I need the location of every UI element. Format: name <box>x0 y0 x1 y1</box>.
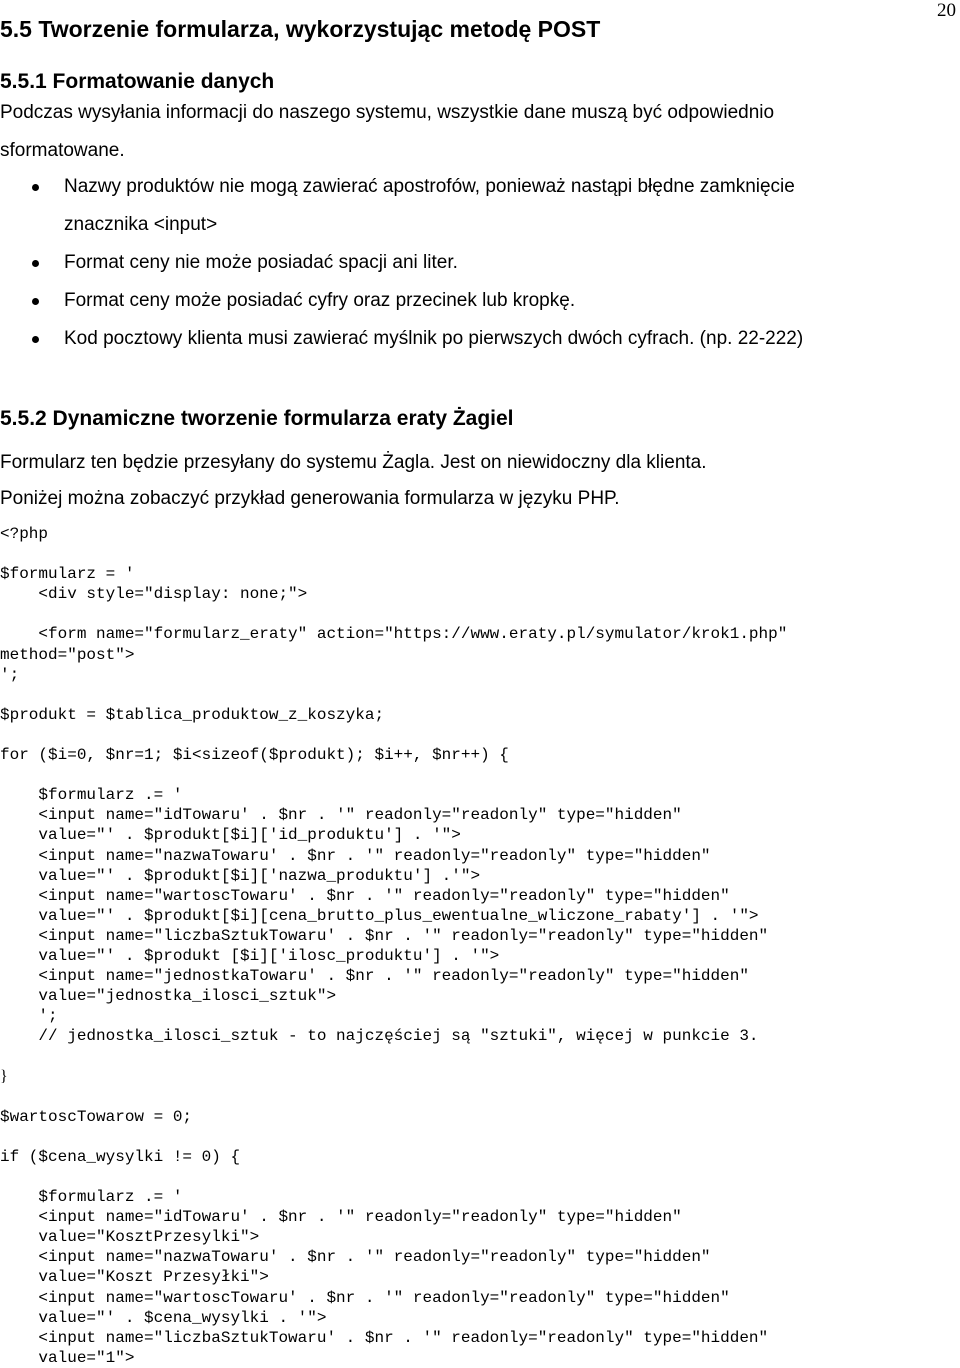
code-line <box>0 765 960 785</box>
formatting-rules-list <box>0 168 803 358</box>
intro-line-2: sformatowane. <box>0 140 125 161</box>
code-line: $formularz .= ' <box>0 786 183 805</box>
code-line <box>0 725 960 745</box>
list-item <box>0 282 803 320</box>
list-item <box>0 320 803 358</box>
code-line: value="KosztPrzesylki"> <box>0 1228 260 1247</box>
list-item-text: Format ceny może posiadać cyfry oraz przecinek lub kropkę. <box>64 290 576 311</box>
code-line: if ($cena_wysylki != 0) { <box>0 1147 241 1166</box>
code-line: '; <box>0 665 20 684</box>
code-line <box>0 1046 960 1066</box>
code-line: $formularz = ' <box>0 565 135 584</box>
code-line <box>0 685 960 705</box>
code-line: <input name="idTowaru' . $nr . '" readonly="readonly" type="hidden" <box>0 806 682 825</box>
code-line: value="' . $produkt[$i]['nazwa_produktu'] .'"> <box>0 866 481 885</box>
code-line: value="' . $produkt[$i][cena_brutto_plus_ewentualne_wliczone_rabaty'] . '"> <box>0 906 759 925</box>
page-number: 20 <box>937 0 956 21</box>
code-line: <input name="idTowaru' . $nr . '" readonly="readonly" type="hidden" <box>0 1208 682 1227</box>
bullet-icon <box>32 298 39 305</box>
php-code-block <box>0 524 960 1368</box>
bullet-icon <box>32 260 39 267</box>
code-line: value="' . $produkt[$i]['id_produktu'] . '"> <box>0 826 461 845</box>
code-line: value="Koszt Przesyłki"> <box>0 1268 269 1287</box>
code-line <box>0 544 960 564</box>
code-line: } <box>0 1067 8 1085</box>
code-line: for ($i=0, $nr=1; $i<sizeof($produkt); $i++, $nr++) { <box>0 746 509 765</box>
code-line: $formularz .= ' <box>0 1188 183 1207</box>
code-line: <input name="jednostkaTowaru' . $nr . '" readonly="readonly" type="hidden" <box>0 967 749 986</box>
code-line: <input name="nazwaTowaru' . $nr . '" readonly="readonly" type="hidden" <box>0 1248 711 1267</box>
code-line <box>0 1087 960 1107</box>
code-line: // jednostka_ilosci_sztuk - to najczęściej są "sztuki", więcej w punkcie 3. <box>0 1027 759 1046</box>
intro-line-1: Podczas wysyłania informacji do naszego systemu, wszystkie dane muszą być odpowiednio <box>0 102 775 123</box>
code-line: <input name="nazwaTowaru' . $nr . '" readonly="readonly" type="hidden" <box>0 846 711 865</box>
code-line <box>0 1167 960 1187</box>
body-line-2: Poniżej można zobaczyć przykład generowania formularza w języku PHP. <box>0 488 620 509</box>
code-line: value="' . $produkt [$i]['ilosc_produktu'] . '"> <box>0 946 500 965</box>
list-item <box>0 168 803 244</box>
code-line: value="' . $cena_wysylki . '"> <box>0 1308 327 1327</box>
code-line: $produkt = $tablica_produktow_z_koszyka; <box>0 705 385 724</box>
code-line <box>0 604 960 624</box>
code-line: value="1"> <box>0 1348 135 1367</box>
subsection-title-formatting: 5.5.1 Formatowanie danych <box>0 70 275 93</box>
section-title: 5.5 Tworzenie formularza, wykorzystując metodę POST <box>0 16 601 42</box>
code-line: method="post"> <box>0 645 135 664</box>
list-item-text: Kod pocztowy klienta musi zawierać myślnik po pierwszych dwóch cyfrach. (np. 22-222) <box>64 328 804 349</box>
list-item <box>0 244 803 282</box>
code-line: <div style="display: none;"> <box>0 585 308 604</box>
bullet-icon <box>32 336 39 343</box>
code-line: <?php <box>0 525 49 543</box>
code-line: <input name="liczbaSztukTowaru' . $nr . '" readonly="readonly" type="hidden" <box>0 926 769 945</box>
subsection-title-dynamic-form: 5.5.2 Dynamiczne tworzenie formularza eraty Żagiel <box>0 407 514 430</box>
list-item-text-continued: znacznika <input> <box>64 214 218 235</box>
body-line-1: Formularz ten będzie przesyłany do systemu Żagla. Jest on niewidoczny dla klienta. <box>0 452 707 473</box>
list-item-text: Format ceny nie może posiadać spacji ani liter. <box>64 252 458 273</box>
code-line: <form name="formularz_eraty" action="https://www.eraty.pl/symulator/krok1.php" <box>0 625 788 644</box>
code-line: <input name="wartoscTowaru' . $nr . '" readonly="readonly" type="hidden" <box>0 1288 730 1307</box>
code-line <box>0 1127 960 1147</box>
code-line: <input name="wartoscTowaru' . $nr . '" readonly="readonly" type="hidden" <box>0 886 730 905</box>
code-line: $wartoscTowarow = 0; <box>0 1107 193 1126</box>
code-line: '; <box>0 1007 58 1026</box>
list-item-text: Nazwy produktów nie mogą zawierać apostrofów, ponieważ nastąpi błędne zamknięcie <box>64 176 795 197</box>
bullet-icon <box>32 184 39 191</box>
code-line: <input name="liczbaSztukTowaru' . $nr . '" readonly="readonly" type="hidden" <box>0 1328 769 1347</box>
code-line: value="jednostka_ilosci_sztuk"> <box>0 987 337 1006</box>
